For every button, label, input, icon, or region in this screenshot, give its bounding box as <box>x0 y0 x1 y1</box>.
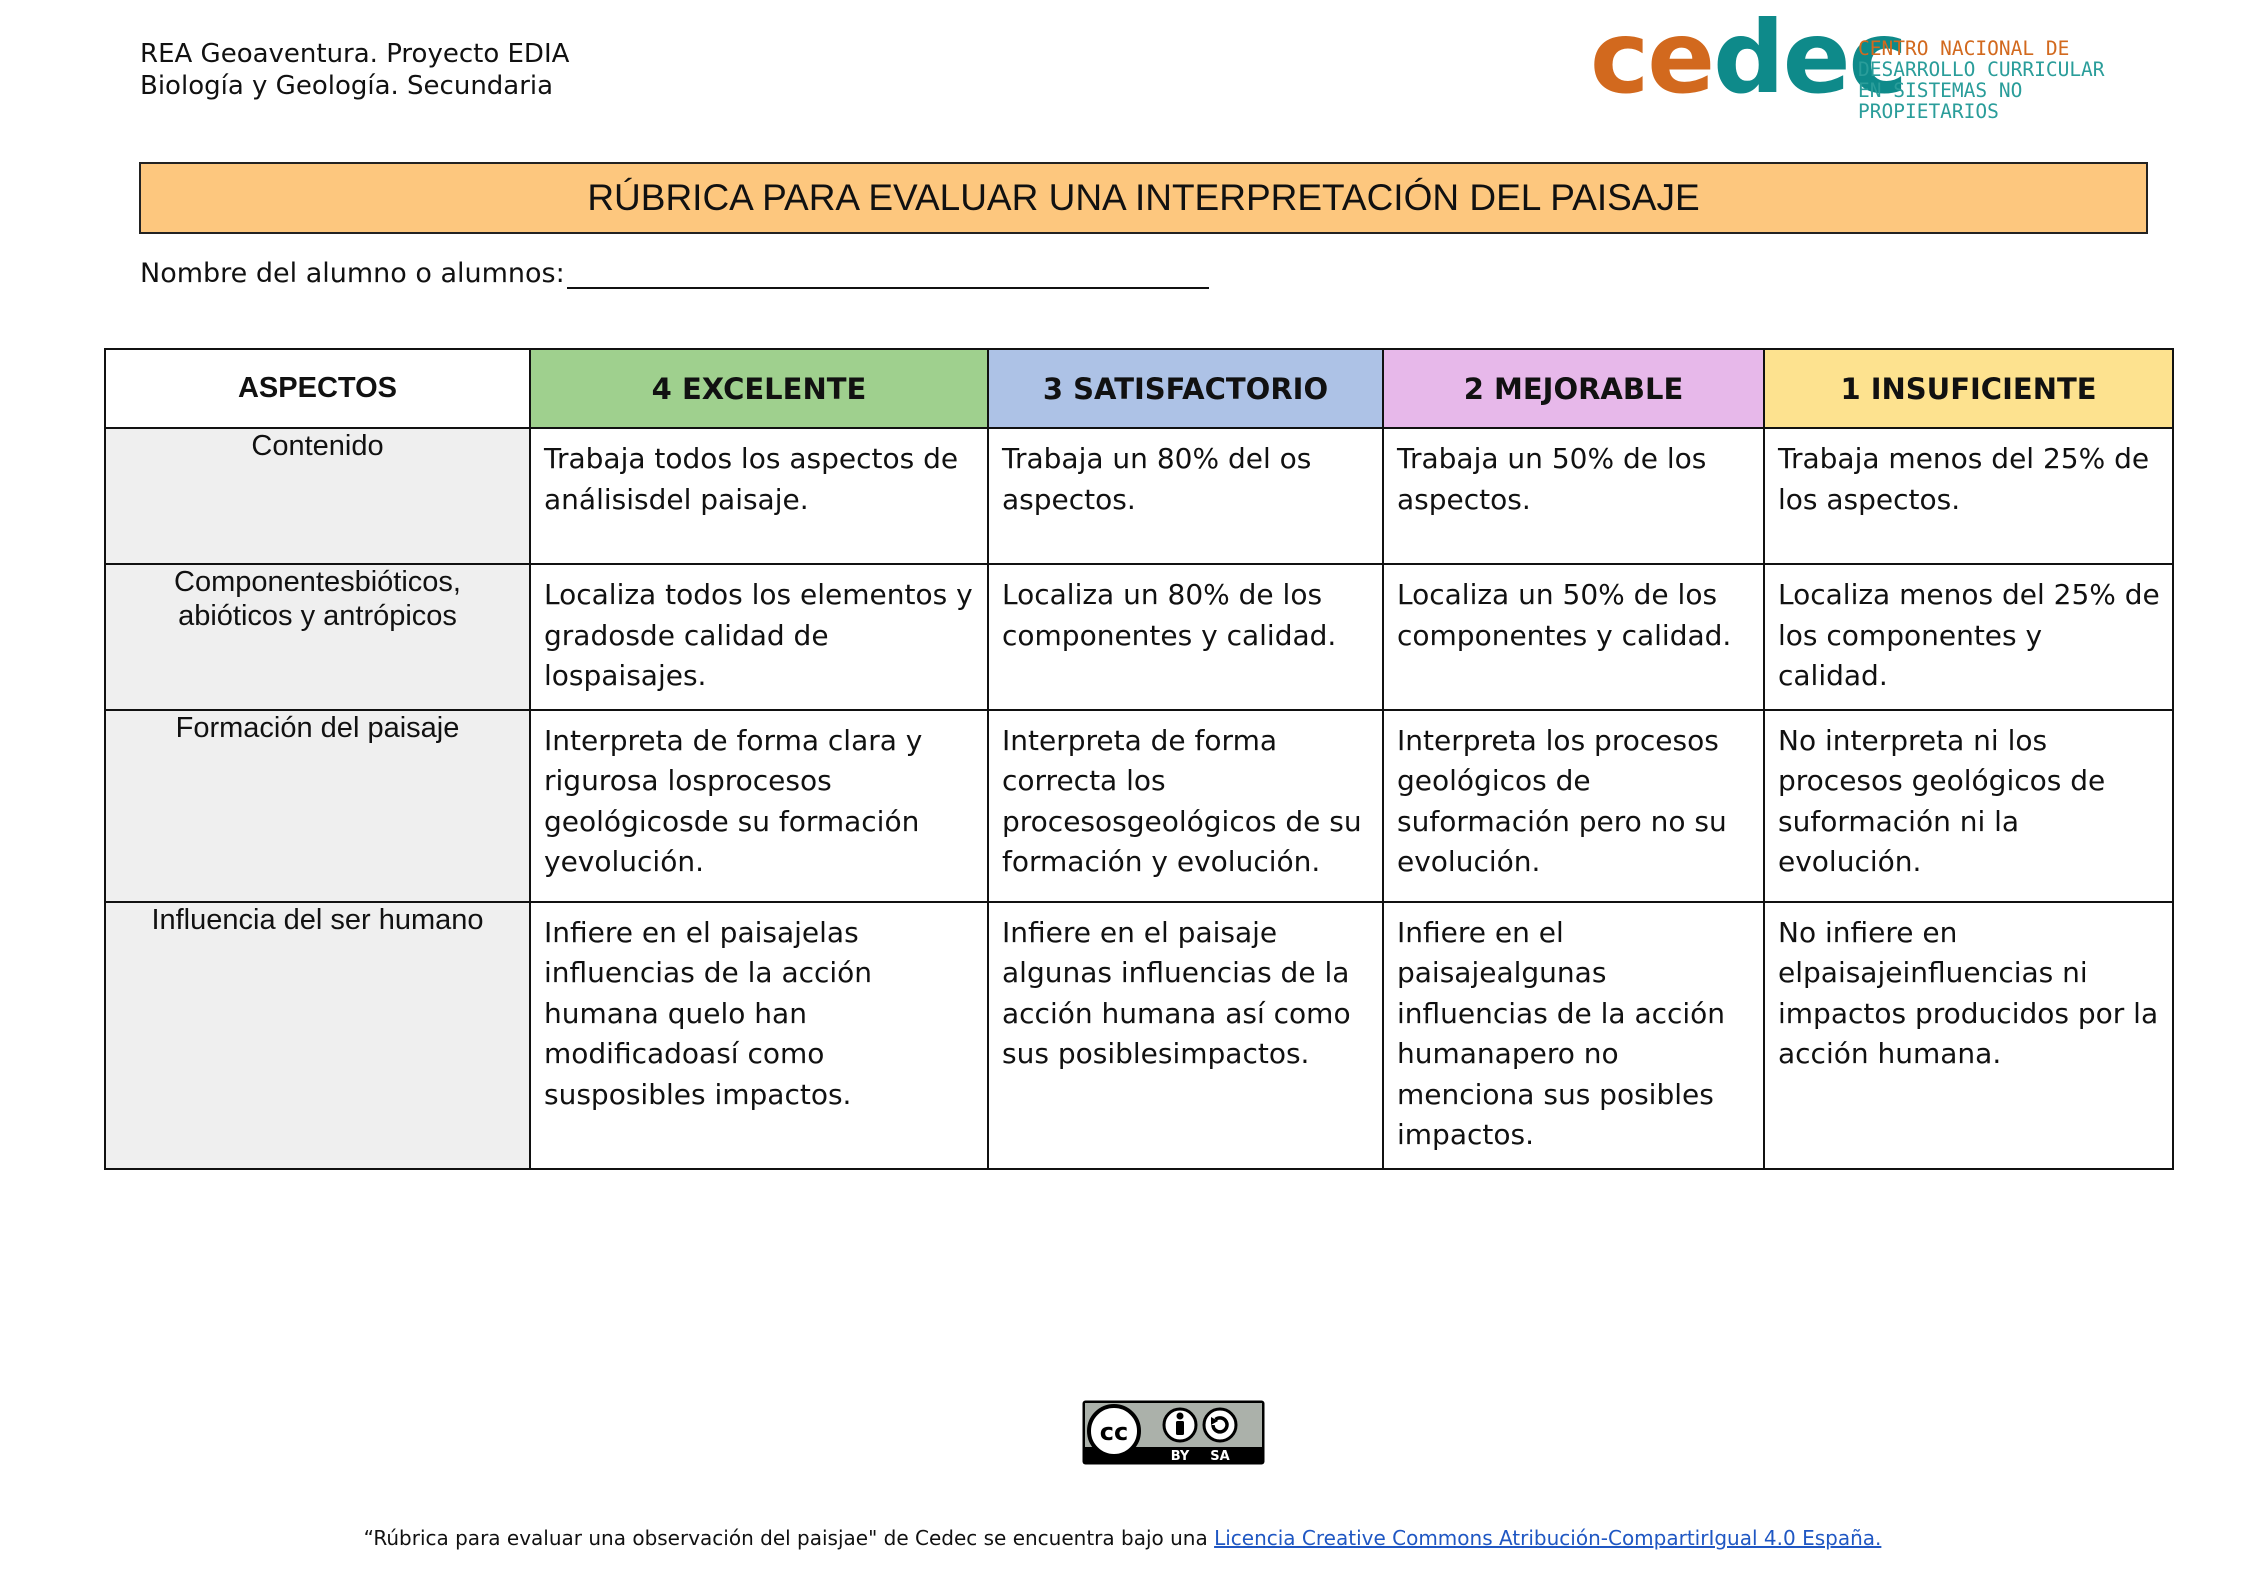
level3-cell: Infiere en el paisaje algunas influencias de la acción humana así como sus posiblesimpactos. <box>988 902 1383 1169</box>
cedec-logo <box>1590 0 2150 123</box>
rubric-header-row <box>105 349 2173 428</box>
header-satisfactorio: 3 SATISFACTORIO <box>988 349 1383 428</box>
level4-cell: Interpreta de forma clara y rigurosa losprocesos geológicosde su formación yevolución. <box>530 710 988 902</box>
level4-cell: Trabaja todos los aspectos de análisisdel paisaje. <box>530 428 988 564</box>
student-name-blank-line <box>567 261 1209 289</box>
table-row <box>105 428 2173 564</box>
level3-cell: Localiza un 80% de los componentes y calidad. <box>988 564 1383 710</box>
license-link[interactable]: Licencia Creative Commons Atribución-CompartirIgual 4.0 España. <box>1214 1526 1882 1550</box>
cc-by-sa-badge <box>1082 1400 1265 1465</box>
sa-label: SA <box>1210 1449 1230 1464</box>
level1-cell: No infiere en elpaisajeinfluencias ni impactos producidos por la acción humana. <box>1764 902 2173 1169</box>
level2-cell: Infiere en el paisajealgunas influencias de la acción humanapero no menciona sus posibles impactos. <box>1383 902 1764 1169</box>
level2-cell: Trabaja un 50% de los aspectos. <box>1383 428 1764 564</box>
header-project-line: REA Geoaventura. Proyecto EDIA <box>140 39 570 69</box>
by-label: BY <box>1170 1449 1190 1464</box>
aspect-cell: Contenido <box>105 428 530 564</box>
logo-caption-line1: CENTRO NACIONAL DE <box>1858 37 2070 60</box>
level1-cell: Trabaja menos del 25% de los aspectos. <box>1764 428 2173 564</box>
license-footer <box>0 1526 2245 1550</box>
header-insuficiente: 1 INSUFICIENTE <box>1764 349 2173 428</box>
header-aspectos: ASPECTOS <box>105 349 530 428</box>
level4-cell: Infiere en el paisajelas influencias de la acción humana quelo han modificadoasí como susposibles impactos. <box>530 902 988 1169</box>
level4-cell: Localiza todos los elementos y gradosde calidad de lospaisajes. <box>530 564 988 710</box>
student-name-label: Nombre del alumno o alumnos: <box>140 258 565 289</box>
student-name-field <box>140 258 1209 289</box>
header-subject-line: Biología y Geología. Secundaria <box>140 71 554 101</box>
rubric-title: RÚBRICA PARA EVALUAR UNA INTERPRETACIÓN DEL PAISAJE <box>139 162 2148 234</box>
header-mejorable: 2 MEJORABLE <box>1383 349 1764 428</box>
level1-cell: No interpreta ni los procesos geológicos de suformación ni la evolución. <box>1764 710 2173 902</box>
logo-word-part2: dec <box>1713 0 1906 116</box>
table-row <box>105 902 2173 1169</box>
cc-icon-label: cc <box>1099 1418 1129 1446</box>
by-person-body <box>1176 1421 1184 1435</box>
logo-caption-line3: EN SISTEMAS NO PROPIETARIOS <box>1858 79 2023 123</box>
footer-text: “Rúbrica para evaluar una observación del paisjae" de Cedec se encuentra bajo una <box>363 1526 1215 1550</box>
cedec-logo-caption <box>1858 38 2150 122</box>
sa-share-icon <box>1204 1409 1236 1441</box>
document-header <box>140 38 569 102</box>
level2-cell: Interpreta los procesos geológicos de suformación pero no su evolución. <box>1383 710 1764 902</box>
aspect-cell: Formación del paisaje <box>105 710 530 902</box>
aspect-cell: Influencia del ser humano <box>105 902 530 1169</box>
logo-caption-line2: DESARROLLO CURRICULAR <box>1858 58 2105 81</box>
level2-cell: Localiza un 50% de los componentes y calidad. <box>1383 564 1764 710</box>
aspect-cell: Componentesbióticos, abióticos y antrópicos <box>105 564 530 710</box>
logo-word-part1: ce <box>1590 0 1714 116</box>
level3-cell: Trabaja un 80% del os aspectos. <box>988 428 1383 564</box>
level3-cell: Interpreta de forma correcta los procesosgeológicos de su formación y evolución. <box>988 710 1383 902</box>
level1-cell: Localiza menos del 25% de los componentes y calidad. <box>1764 564 2173 710</box>
table-row <box>105 564 2173 710</box>
by-person-head <box>1177 1413 1184 1420</box>
rubric-table <box>104 348 2174 1170</box>
table-row <box>105 710 2173 902</box>
header-excelente: 4 EXCELENTE <box>530 349 988 428</box>
